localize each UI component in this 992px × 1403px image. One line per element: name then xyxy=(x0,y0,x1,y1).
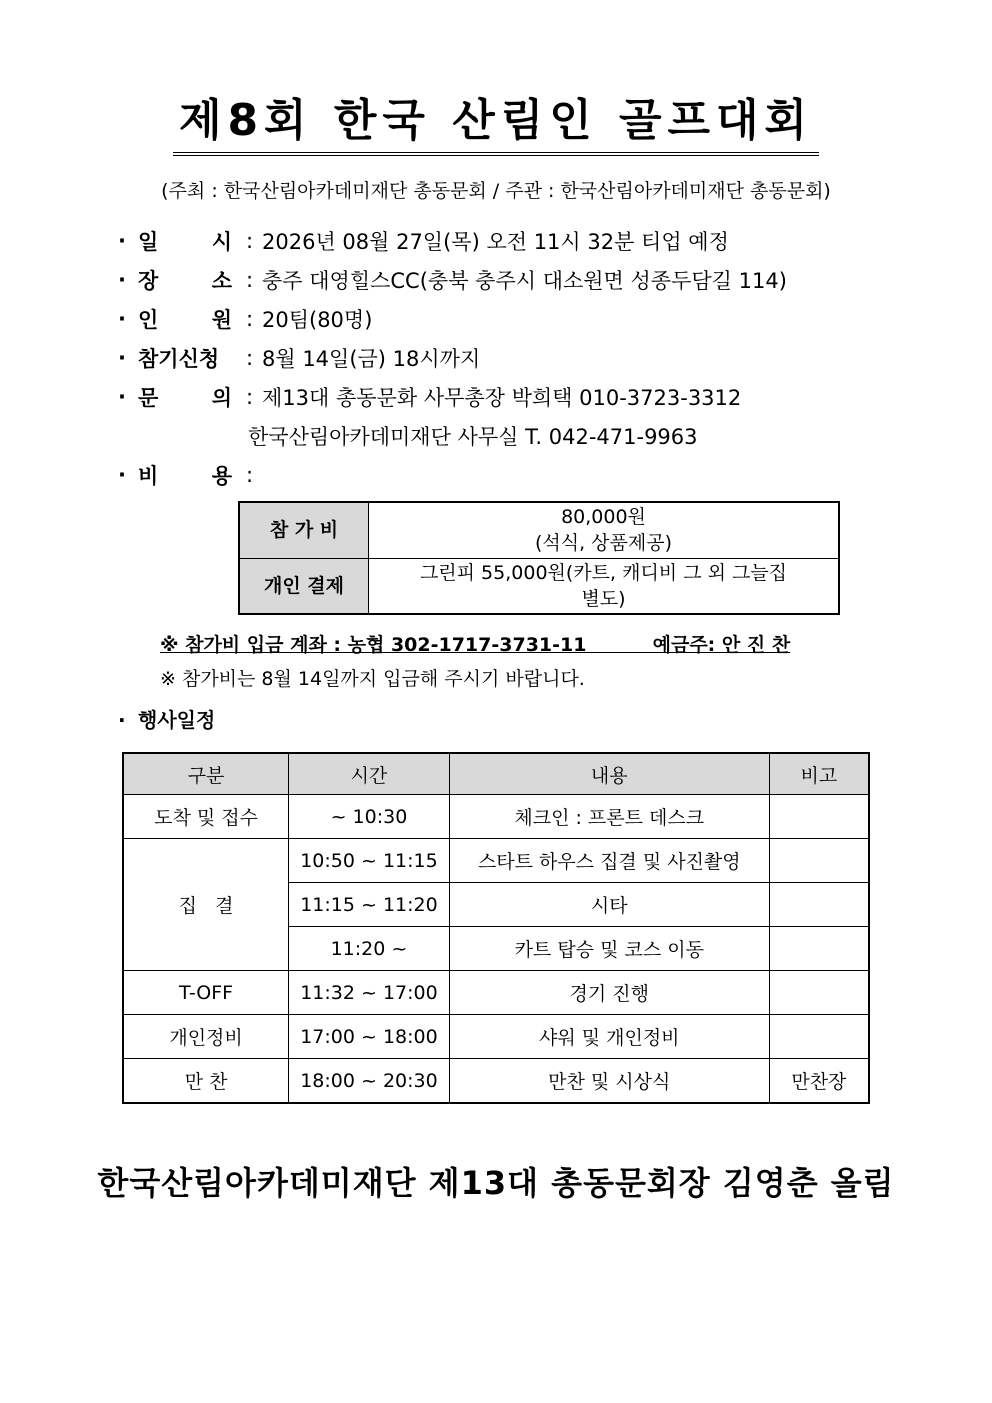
date-label: 일 시 xyxy=(138,230,232,254)
cell-note xyxy=(769,883,869,927)
cell-category: 개인정비 xyxy=(123,1015,289,1059)
cell-note xyxy=(769,1015,869,1059)
cell-note xyxy=(769,927,869,971)
column-header: 구분 xyxy=(123,753,289,795)
people-value: 20팀(80명) xyxy=(262,308,373,332)
fee-value-personal: 그린피 55,000원(카트, 캐디비 그 외 그늘집 별도) xyxy=(369,558,840,614)
host-line: (주최 : 한국산림아카데미재단 총동문회 / 주관 : 한국산림아카데미재단 총동문회) xyxy=(161,180,831,202)
bullet-mark: · xyxy=(118,346,126,370)
cost-label: 비 용 xyxy=(138,464,232,488)
bullet-mark: · xyxy=(118,463,126,487)
colon: : xyxy=(246,463,254,487)
bullet-mark: · xyxy=(118,229,126,253)
table-row xyxy=(123,795,869,839)
contact-value-2: 한국산림아카데미재단 사무실 T. 042-471-9963 xyxy=(248,425,698,449)
cell-category: 도착 및 접수 xyxy=(123,795,289,839)
bullet-mark: · xyxy=(118,268,126,292)
column-header: 내용 xyxy=(449,753,769,795)
cell-content: 샤워 및 개인정비 xyxy=(449,1015,769,1059)
fee-header-participation: 참 가 비 xyxy=(239,502,369,558)
cell-content: 카트 탑승 및 코스 이동 xyxy=(449,927,769,971)
bullet-mark: · xyxy=(118,307,126,331)
fee-value-participation: 80,000원 (석식, 상품제공) xyxy=(369,502,840,558)
schedule-heading-text: 행사일정 xyxy=(138,708,216,732)
cell-note xyxy=(769,795,869,839)
cell-content: 스타트 하우스 집결 및 사진촬영 xyxy=(449,839,769,883)
cell-note xyxy=(769,971,869,1015)
bullet-mark: · xyxy=(118,708,126,732)
cell-time: 11:15 ~ 11:20 xyxy=(289,883,450,927)
table-row xyxy=(123,1059,869,1104)
cell-content: 체크인 : 프론트 데스크 xyxy=(449,795,769,839)
info-row-date xyxy=(118,224,729,258)
apply-label: 참기신청 xyxy=(138,347,220,371)
cell-time: ~ 10:30 xyxy=(289,795,450,839)
schedule-heading xyxy=(118,704,215,733)
apply-value: 8월 14일(금) 18시까지 xyxy=(262,347,481,371)
bullet-mark: · xyxy=(118,385,126,409)
info-row-cost xyxy=(118,458,262,492)
cell-time: 11:32 ~ 17:00 xyxy=(289,971,450,1015)
deadline-notice: ※ 참가비는 8월 14일까지 입금해 주시기 바랍니다. xyxy=(160,668,585,690)
cell-content: 시타 xyxy=(449,883,769,927)
cell-category: 만 찬 xyxy=(123,1059,289,1104)
cell-time: 18:00 ~ 20:30 xyxy=(289,1059,450,1104)
colon: : xyxy=(246,346,254,370)
contact-value: 제13대 총동문화 사무총장 박희택 010-3723-3312 xyxy=(262,386,742,410)
fee-row-participation xyxy=(239,502,839,558)
cell-category: 집 결 xyxy=(123,839,289,971)
place-value: 충주 대영힐스CC(충북 충주시 대소원면 성종두담길 114) xyxy=(262,269,787,293)
column-header: 비고 xyxy=(769,753,869,795)
table-row xyxy=(123,1015,869,1059)
title-text: 제8회 한국 산림인 골프대회 xyxy=(173,96,819,156)
schedule-header-row xyxy=(123,753,869,795)
colon: : xyxy=(246,268,254,292)
place-label: 장 소 xyxy=(138,269,232,293)
footer-signature: 한국산림아카데미재단 제13대 총동문회장 김영춘 올림 xyxy=(97,1164,895,1202)
contact-label: 문 의 xyxy=(138,386,232,410)
schedule-table xyxy=(122,752,870,1104)
people-label: 인 원 xyxy=(138,308,232,332)
table-row xyxy=(123,839,869,883)
info-row-people xyxy=(118,302,372,336)
cell-time: 10:50 ~ 11:15 xyxy=(289,839,450,883)
column-header: 시간 xyxy=(289,753,450,795)
cell-category: T-OFF xyxy=(123,971,289,1015)
info-row-place xyxy=(118,263,787,297)
cell-time: 11:20 ~ xyxy=(289,927,450,971)
account-notice: ※ 참가비 입금 계좌 : 농협 302-1717-3731-11 예금주: 안 진 찬 xyxy=(160,634,791,656)
cell-time: 17:00 ~ 18:00 xyxy=(289,1015,450,1059)
fee-table xyxy=(238,501,840,615)
cell-note xyxy=(769,839,869,883)
cell-content: 경기 진행 xyxy=(449,971,769,1015)
date-value: 2026년 08월 27일(목) 오전 11시 32분 티업 예정 xyxy=(262,230,729,254)
table-row xyxy=(123,971,869,1015)
fee-header-personal: 개인 결제 xyxy=(239,558,369,614)
fee-row-personal xyxy=(239,558,839,614)
document-title xyxy=(0,96,992,156)
info-row-apply xyxy=(118,341,480,375)
colon: : xyxy=(246,229,254,253)
info-row-contact-2 xyxy=(248,419,698,453)
cell-note: 만찬장 xyxy=(769,1059,869,1104)
colon: : xyxy=(246,385,254,409)
info-row-contact xyxy=(118,380,741,414)
colon: : xyxy=(246,307,254,331)
cell-content: 만찬 및 시상식 xyxy=(449,1059,769,1104)
